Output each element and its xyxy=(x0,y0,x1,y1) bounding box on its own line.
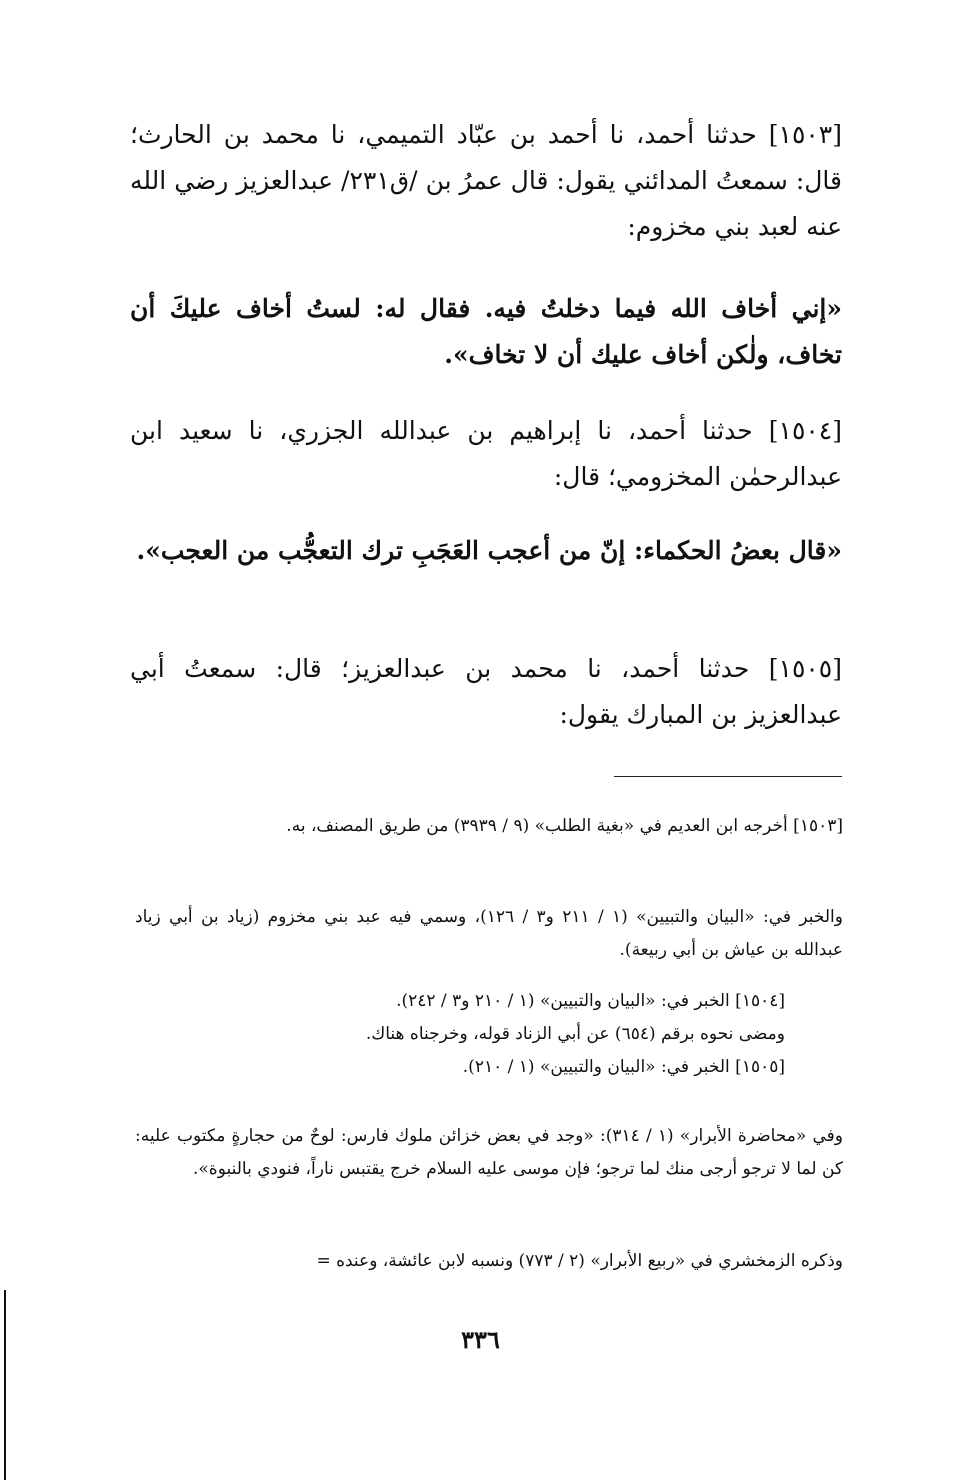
footnote-1505-source-text: [١٥٠٥] الخبر في: «البيان والتبيين» (١ / ٢١٠). xyxy=(462,1057,785,1077)
quote-1504 xyxy=(130,528,842,574)
paragraph-1505-text: [١٥٠٥] حدثنا أحمد، نا محمد بن عبدالعزيز؛ قال: سمعتُ أبي عبدالعزيز بن المبارك يقول: xyxy=(130,654,842,729)
footnote-1503-source-text: [١٥٠٣] أخرجه ابن العديم في «بغية الطلب» (٩ / ٣٩٣٩) من طريق المصنف، به. xyxy=(286,816,843,836)
paragraph-1503-text: [١٥٠٣] حدثنا أحمد، نا أحمد بن عبّاد التميمي، نا محمد بن الحارث؛ قال: سمعتُ المدائني يقول: قال عمرُ بن /ق٢٣١/ عبدالعزيز رضي الله عنه لعبد بني مخزوم: xyxy=(130,120,842,241)
paragraph-1504-text: [١٥٠٤] حدثنا أحمد، نا إبراهيم بن عبدالله الجزري، نا سعيد ابن عبدالرحمٰن المخزومي؛ قال: xyxy=(130,416,842,491)
footnote-1503-reference xyxy=(135,901,843,967)
footnote-1504-block xyxy=(135,985,843,1084)
footnote-1504-cross-ref-text: ومضى نحوه برقم (٦٥٤) عن أبي الزناد قوله، وخرجناه هناك. xyxy=(365,1024,785,1044)
quote-1503 xyxy=(130,286,842,378)
scan-edge-line xyxy=(4,1290,6,1480)
paragraph-1504 xyxy=(130,408,842,500)
footnote-1505-continuation-text: وذكره الزمخشري في «ربيع الأبرار» (٢ / ٧٧٣) ونسبه لابن عائشة، وعنده = xyxy=(316,1251,843,1271)
page-number: ٣٣٦ xyxy=(461,1325,500,1354)
footnote-1503-reference-text: والخبر في: «البيان والتبيين» (١ / ٢١١ و٣ / ١٢٦)، وسمي فيه عبد بني مخزوم (زياد بن أبي زياد عبدالله بن عياش بن أبي ربيعة). xyxy=(135,907,843,960)
footnote-1505-reference-text: وفي «محاضرة الأبرار» (١ / ٣١٤): «وجد في بعض خزائن ملوك فارس: لوحٌ من حجارةٍ مكتوب عليه: كن لما لا ترجو أرجى منك لما ترجو؛ فإن موسى عليه السلام خرج يقتبس ناراً، فنودي بالنبوة». xyxy=(135,1126,843,1179)
footnote-1504-source-text: [١٥٠٤] الخبر في: «البيان والتبيين» (١ / ٢١٠ و٣ / ٢٤٢). xyxy=(396,991,785,1011)
quote-1503-text: «إني أخاف الله فيما دخلتُ فيه. فقال له: لستُ أخاف عليكَ أن تخاف، ولٰكن أخاف عليك أن لا تخاف». xyxy=(130,294,842,369)
footnote-separator xyxy=(614,776,842,777)
footnote-1505-reference xyxy=(135,1120,843,1186)
footnote-1505-continuation xyxy=(135,1245,843,1278)
paragraph-1503 xyxy=(130,112,842,250)
footnote-1503-source xyxy=(135,810,843,843)
quote-1504-text: «قال بعضُ الحكماء: إنّ من أعجب العَجَبِ ترك التعجُّب من العجب». xyxy=(136,536,842,565)
paragraph-1505 xyxy=(130,646,842,738)
